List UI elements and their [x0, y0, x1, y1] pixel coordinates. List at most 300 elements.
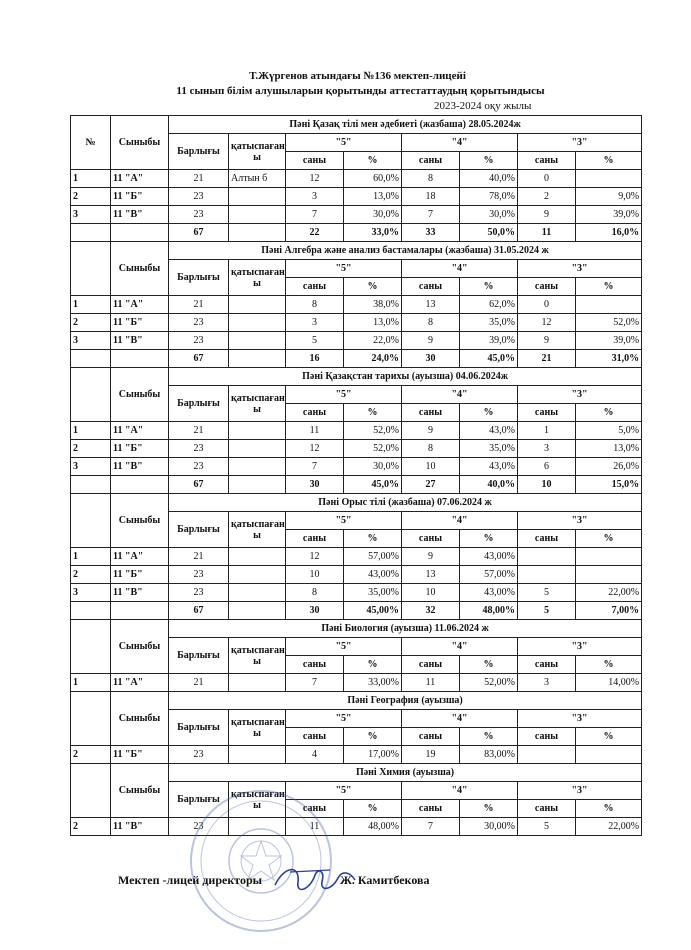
header-count: саны — [286, 530, 344, 548]
header-pct: % — [344, 404, 402, 422]
row-p4: 43,0% — [460, 458, 518, 476]
totals-total: 67 — [169, 224, 229, 242]
header-count: саны — [518, 656, 576, 674]
row-p4: 30,00% — [460, 818, 518, 836]
row-num: 3 — [71, 458, 111, 476]
header-pct: % — [344, 278, 402, 296]
totals-c5: 30 — [286, 476, 344, 494]
row-num: 3 — [71, 584, 111, 602]
totals-c4: 27 — [402, 476, 460, 494]
header-count: саны — [518, 152, 576, 170]
header-pct: % — [460, 728, 518, 746]
totals-empty — [71, 476, 111, 494]
header-grade-4: "4" — [402, 260, 518, 278]
header-pct: % — [576, 800, 642, 818]
table-row — [71, 458, 642, 476]
row-p4: 78,0% — [460, 188, 518, 206]
row-total: 23 — [169, 332, 229, 350]
header-num: № — [71, 116, 111, 170]
header-grade-5: "5" — [286, 260, 402, 278]
header-total: Барлығы — [169, 512, 229, 548]
header-absent: қатыспаған ы — [229, 782, 286, 818]
totals-empty — [111, 602, 169, 620]
totals-empty — [229, 224, 286, 242]
row-c3: 9 — [518, 332, 576, 350]
row-c4: 7 — [402, 206, 460, 224]
row-absent — [229, 332, 286, 350]
header-pct: % — [344, 656, 402, 674]
table-row — [71, 206, 642, 224]
row-num: 2 — [71, 440, 111, 458]
row-class: 11 "В" — [111, 206, 169, 224]
section-title-row — [71, 116, 642, 134]
header-pct: % — [576, 152, 642, 170]
header-pct: % — [344, 800, 402, 818]
row-absent — [229, 314, 286, 332]
row-absent — [229, 422, 286, 440]
row-p3 — [576, 746, 642, 764]
header-grade-3: "3" — [518, 260, 642, 278]
row-c4: 9 — [402, 332, 460, 350]
row-class: 11 "А" — [111, 548, 169, 566]
row-p3 — [576, 296, 642, 314]
row-c3: 6 — [518, 458, 576, 476]
row-total: 23 — [169, 458, 229, 476]
header-count: саны — [286, 404, 344, 422]
header-absent: қатыспаған ы — [229, 134, 286, 170]
header-grade-3: "3" — [518, 512, 642, 530]
row-total: 23 — [169, 746, 229, 764]
row-c5: 7 — [286, 674, 344, 692]
row-p3: 22,00% — [576, 818, 642, 836]
row-p3 — [576, 548, 642, 566]
header-class: Сыныбы — [111, 494, 169, 548]
header-pct: % — [460, 656, 518, 674]
row-p3: 13,0% — [576, 440, 642, 458]
table-row — [71, 746, 642, 764]
row-total: 23 — [169, 440, 229, 458]
header-grade-5: "5" — [286, 638, 402, 656]
table-row — [71, 674, 642, 692]
row-c4: 9 — [402, 422, 460, 440]
totals-empty — [229, 350, 286, 368]
row-num: 3 — [71, 332, 111, 350]
header-count: саны — [518, 530, 576, 548]
row-class: 11 "А" — [111, 674, 169, 692]
row-p4: 83,00% — [460, 746, 518, 764]
row-c4: 13 — [402, 566, 460, 584]
row-p5: 52,0% — [344, 422, 402, 440]
row-p3: 39,0% — [576, 332, 642, 350]
totals-row — [71, 350, 642, 368]
row-c5: 8 — [286, 584, 344, 602]
table-row — [71, 314, 642, 332]
row-class: 11 "В" — [111, 458, 169, 476]
section-title: Пәні Биология (ауызша) 11.06.2024 ж — [169, 620, 642, 638]
header-grade-5: "5" — [286, 782, 402, 800]
row-c5: 12 — [286, 548, 344, 566]
totals-empty — [229, 602, 286, 620]
row-total: 21 — [169, 296, 229, 314]
row-c3: 3 — [518, 440, 576, 458]
row-absent — [229, 296, 286, 314]
table-row — [71, 584, 642, 602]
table-row — [71, 818, 642, 836]
row-p3 — [576, 170, 642, 188]
row-c5: 5 — [286, 332, 344, 350]
row-absent — [229, 440, 286, 458]
section-title: Пәні Қазақстан тарихы (ауызша) 04.06.2024ж — [169, 368, 642, 386]
table-row — [71, 422, 642, 440]
row-class: 11 "А" — [111, 296, 169, 314]
row-p3: 22,00% — [576, 584, 642, 602]
row-p4: 57,00% — [460, 566, 518, 584]
header-pct: % — [344, 530, 402, 548]
header-count: саны — [402, 152, 460, 170]
row-p4: 43,00% — [460, 548, 518, 566]
header-pct: % — [460, 530, 518, 548]
header-total: Барлығы — [169, 134, 229, 170]
row-absent — [229, 674, 286, 692]
section-title: Пәні Химия (ауызша) — [169, 764, 642, 782]
row-c5: 11 — [286, 818, 344, 836]
totals-total: 67 — [169, 602, 229, 620]
totals-c4: 32 — [402, 602, 460, 620]
totals-p4: 48,00% — [460, 602, 518, 620]
row-num: 2 — [71, 746, 111, 764]
row-c3 — [518, 566, 576, 584]
header-absent: қатыспаған ы — [229, 710, 286, 746]
totals-c5: 22 — [286, 224, 344, 242]
header-class: Сыныбы — [111, 764, 169, 818]
director-name: Ж. Камитбекова — [340, 873, 430, 887]
row-num: 1 — [71, 422, 111, 440]
totals-p5: 45,0% — [344, 476, 402, 494]
row-total: 21 — [169, 422, 229, 440]
header-count: саны — [402, 404, 460, 422]
row-c3: 0 — [518, 170, 576, 188]
row-p3: 26,0% — [576, 458, 642, 476]
results-table — [70, 115, 642, 836]
row-total: 23 — [169, 314, 229, 332]
totals-c5: 16 — [286, 350, 344, 368]
row-absent — [229, 548, 286, 566]
header-num — [71, 368, 111, 422]
row-c4: 10 — [402, 584, 460, 602]
row-c4: 19 — [402, 746, 460, 764]
totals-empty — [71, 602, 111, 620]
header-count: саны — [286, 800, 344, 818]
header-count: саны — [286, 278, 344, 296]
row-class: 11 "Б" — [111, 188, 169, 206]
row-p4: 35,0% — [460, 314, 518, 332]
row-c3: 1 — [518, 422, 576, 440]
header-count: саны — [518, 278, 576, 296]
row-c5: 3 — [286, 314, 344, 332]
header-pct: % — [344, 728, 402, 746]
row-absent — [229, 746, 286, 764]
totals-empty — [111, 476, 169, 494]
totals-row — [71, 476, 642, 494]
row-class: 11 "А" — [111, 422, 169, 440]
row-num: 3 — [71, 206, 111, 224]
footer — [118, 873, 430, 888]
report-title: 11 сынып білім алушыларын қорытынды аттестаттаудың қорытындысы — [176, 85, 545, 97]
totals-p3: 15,0% — [576, 476, 642, 494]
row-p4: 39,0% — [460, 332, 518, 350]
header-pct: % — [460, 404, 518, 422]
row-c3 — [518, 746, 576, 764]
row-c5: 4 — [286, 746, 344, 764]
header-class: Сыныбы — [111, 620, 169, 674]
row-c5: 12 — [286, 440, 344, 458]
header-pct: % — [576, 530, 642, 548]
row-c4: 8 — [402, 314, 460, 332]
header-grade-5: "5" — [286, 386, 402, 404]
header-grade-4: "4" — [402, 782, 518, 800]
row-c3: 5 — [518, 584, 576, 602]
section-title-row — [71, 368, 642, 386]
header-total: Барлығы — [169, 260, 229, 296]
totals-c4: 33 — [402, 224, 460, 242]
row-p5: 13,0% — [344, 188, 402, 206]
totals-c3: 11 — [518, 224, 576, 242]
row-p5: 52,0% — [344, 440, 402, 458]
header-pct: % — [460, 278, 518, 296]
row-p5: 57,00% — [344, 548, 402, 566]
header-total: Барлығы — [169, 710, 229, 746]
row-total: 21 — [169, 548, 229, 566]
row-c5: 3 — [286, 188, 344, 206]
school-name: Т.Жүргенов атындағы №136 мектеп-лицейі — [249, 70, 466, 82]
row-class: 11 "Б" — [111, 440, 169, 458]
header-count: саны — [402, 800, 460, 818]
totals-p3: 7,00% — [576, 602, 642, 620]
row-p3: 14,00% — [576, 674, 642, 692]
row-class: 11 "А" — [111, 170, 169, 188]
row-p5: 22,0% — [344, 332, 402, 350]
totals-p4: 50,0% — [460, 224, 518, 242]
header-count: саны — [286, 656, 344, 674]
row-p4: 35,0% — [460, 440, 518, 458]
header-grade-5: "5" — [286, 710, 402, 728]
row-c3: 2 — [518, 188, 576, 206]
row-total: 21 — [169, 170, 229, 188]
row-p5: 48,00% — [344, 818, 402, 836]
header-num — [71, 692, 111, 746]
header-pct: % — [460, 152, 518, 170]
header-absent: қатыспаған ы — [229, 512, 286, 548]
row-p5: 30,0% — [344, 206, 402, 224]
header-grade-3: "3" — [518, 638, 642, 656]
header-class: Сыныбы — [111, 692, 169, 746]
section-title-row — [71, 494, 642, 512]
row-p5: 60,0% — [344, 170, 402, 188]
section-title-row — [71, 692, 642, 710]
row-c5: 7 — [286, 458, 344, 476]
header-grade-4: "4" — [402, 710, 518, 728]
row-p5: 30,0% — [344, 458, 402, 476]
row-c3: 3 — [518, 674, 576, 692]
row-total: 23 — [169, 188, 229, 206]
header-class: Сыныбы — [111, 368, 169, 422]
row-absent: Алтын б — [229, 170, 286, 188]
section-title: Пәні Алгебра және анализ бастамалары (жазбаша) 31.05.2024 ж — [169, 242, 642, 260]
totals-p5: 24,0% — [344, 350, 402, 368]
row-c5: 12 — [286, 170, 344, 188]
row-total: 23 — [169, 818, 229, 836]
row-p3: 9,0% — [576, 188, 642, 206]
totals-empty — [111, 350, 169, 368]
row-absent — [229, 458, 286, 476]
totals-row — [71, 602, 642, 620]
header-pct: % — [576, 656, 642, 674]
header-count: саны — [286, 728, 344, 746]
header-grade-3: "3" — [518, 782, 642, 800]
header-num — [71, 242, 111, 296]
header-count: саны — [402, 728, 460, 746]
table-row — [71, 332, 642, 350]
row-class: 11 "Б" — [111, 566, 169, 584]
table-row — [71, 296, 642, 314]
header-count: саны — [518, 404, 576, 422]
row-total: 23 — [169, 584, 229, 602]
row-total: 23 — [169, 206, 229, 224]
header-pct: % — [460, 800, 518, 818]
header-pct: % — [576, 728, 642, 746]
row-p5: 33,00% — [344, 674, 402, 692]
section-title: Пәні Орыс тілі (жазбаша) 07.06.2024 ж — [169, 494, 642, 512]
table-row — [71, 188, 642, 206]
row-c4: 9 — [402, 548, 460, 566]
totals-p3: 31,0% — [576, 350, 642, 368]
header-pct: % — [576, 278, 642, 296]
header-count: саны — [402, 530, 460, 548]
row-p4: 40,0% — [460, 170, 518, 188]
totals-total: 67 — [169, 476, 229, 494]
totals-p4: 45,0% — [460, 350, 518, 368]
row-p3: 39,0% — [576, 206, 642, 224]
header-count: саны — [518, 800, 576, 818]
table-row — [71, 548, 642, 566]
row-c5: 8 — [286, 296, 344, 314]
header-grade-5: "5" — [286, 134, 402, 152]
row-absent — [229, 584, 286, 602]
row-num: 2 — [71, 566, 111, 584]
header-absent: қатыспаған ы — [229, 638, 286, 674]
row-c4: 8 — [402, 440, 460, 458]
totals-c3: 5 — [518, 602, 576, 620]
row-total: 23 — [169, 566, 229, 584]
totals-c5: 30 — [286, 602, 344, 620]
row-p5: 17,00% — [344, 746, 402, 764]
row-p4: 43,0% — [460, 422, 518, 440]
header-absent: қатыспаған ы — [229, 260, 286, 296]
header-class: Сыныбы — [111, 116, 169, 170]
row-c5: 11 — [286, 422, 344, 440]
row-c3: 12 — [518, 314, 576, 332]
header-count: саны — [518, 728, 576, 746]
section-title-row — [71, 242, 642, 260]
row-c4: 10 — [402, 458, 460, 476]
table-row — [71, 170, 642, 188]
row-num: 2 — [71, 314, 111, 332]
row-num: 2 — [71, 188, 111, 206]
header-total: Барлығы — [169, 638, 229, 674]
row-class: 11 "В" — [111, 818, 169, 836]
table-row — [71, 566, 642, 584]
row-class: 11 "В" — [111, 332, 169, 350]
header-count: саны — [286, 152, 344, 170]
section-title-row — [71, 620, 642, 638]
header-class: Сыныбы — [111, 242, 169, 296]
academic-year: 2023-2024 оқу жылы — [434, 100, 532, 112]
header-count: саны — [402, 656, 460, 674]
row-num: 1 — [71, 548, 111, 566]
totals-c4: 30 — [402, 350, 460, 368]
row-p3 — [576, 566, 642, 584]
header-count: саны — [402, 278, 460, 296]
row-p5: 43,00% — [344, 566, 402, 584]
row-class: 11 "Б" — [111, 746, 169, 764]
row-p4: 62,0% — [460, 296, 518, 314]
row-p3: 5,0% — [576, 422, 642, 440]
totals-c3: 10 — [518, 476, 576, 494]
row-c3 — [518, 548, 576, 566]
row-p4: 43,00% — [460, 584, 518, 602]
row-c3: 5 — [518, 818, 576, 836]
section-title: Пәні География (ауызша) — [169, 692, 642, 710]
row-num: 1 — [71, 170, 111, 188]
header-grade-4: "4" — [402, 512, 518, 530]
row-c4: 13 — [402, 296, 460, 314]
row-p5: 38,0% — [344, 296, 402, 314]
totals-p5: 45,00% — [344, 602, 402, 620]
section-title: Пәні Қазақ тілі мен әдебиеті (жазбаша) 28.05.2024ж — [169, 116, 642, 134]
totals-empty — [71, 350, 111, 368]
header-grade-3: "3" — [518, 134, 642, 152]
header-grade-4: "4" — [402, 386, 518, 404]
totals-row — [71, 224, 642, 242]
row-class: 11 "В" — [111, 584, 169, 602]
totals-p3: 16,0% — [576, 224, 642, 242]
row-c5: 10 — [286, 566, 344, 584]
header-total: Барлығы — [169, 386, 229, 422]
header-pct: % — [576, 404, 642, 422]
row-c4: 8 — [402, 170, 460, 188]
row-c5: 7 — [286, 206, 344, 224]
totals-empty — [229, 476, 286, 494]
row-p5: 13,0% — [344, 314, 402, 332]
header-pct: % — [344, 152, 402, 170]
row-absent — [229, 206, 286, 224]
header-num — [71, 620, 111, 674]
row-p3: 52,0% — [576, 314, 642, 332]
row-absent — [229, 188, 286, 206]
totals-empty — [71, 224, 111, 242]
row-c4: 7 — [402, 818, 460, 836]
header-grade-4: "4" — [402, 134, 518, 152]
header-num — [71, 494, 111, 548]
row-total: 21 — [169, 674, 229, 692]
header-grade-3: "3" — [518, 710, 642, 728]
row-p4: 52,00% — [460, 674, 518, 692]
row-c4: 18 — [402, 188, 460, 206]
row-num: 2 — [71, 818, 111, 836]
row-num: 1 — [71, 674, 111, 692]
section-title-row — [71, 764, 642, 782]
row-p5: 35,00% — [344, 584, 402, 602]
